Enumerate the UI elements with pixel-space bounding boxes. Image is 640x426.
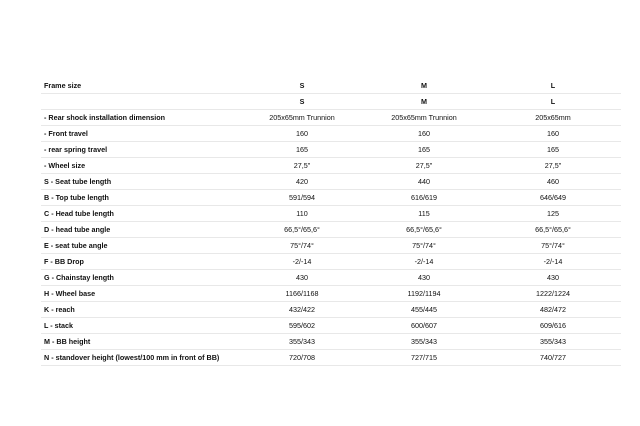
row-value-s: 420 bbox=[241, 174, 363, 190]
row-value-l: 66,5°/65,6° bbox=[485, 222, 621, 238]
row-value-m: 355/343 bbox=[363, 334, 485, 350]
row-label: L - stack bbox=[41, 318, 241, 334]
row-label: C - Head tube length bbox=[41, 206, 241, 222]
row-value-l: -2/-14 bbox=[485, 254, 621, 270]
row-value-l: 205x65mm bbox=[485, 110, 621, 126]
row-value-m: 115 bbox=[363, 206, 485, 222]
row-value-s: -2/-14 bbox=[241, 254, 363, 270]
row-label: - Rear shock installation dimension bbox=[41, 110, 241, 126]
header-label: Frame size bbox=[41, 78, 241, 94]
header-size-m: M bbox=[363, 78, 485, 94]
row-value-l: 1222/1224 bbox=[485, 286, 621, 302]
row-label: S - Seat tube length bbox=[41, 174, 241, 190]
table-row bbox=[41, 254, 621, 270]
row-label: - rear spring travel bbox=[41, 142, 241, 158]
table-row bbox=[41, 222, 621, 238]
row-value-s: 205x65mm Trunnion bbox=[241, 110, 363, 126]
row-value-l: 125 bbox=[485, 206, 621, 222]
row-value-l: 160 bbox=[485, 126, 621, 142]
subheader-row bbox=[41, 94, 621, 110]
table-row bbox=[41, 302, 621, 318]
row-value-m: 75°/74° bbox=[363, 238, 485, 254]
geometry-table-container bbox=[41, 78, 621, 366]
row-value-l: 740/727 bbox=[485, 350, 621, 366]
row-value-s: 66,5°/65,6° bbox=[241, 222, 363, 238]
header-size-s: S bbox=[241, 78, 363, 94]
row-value-m: 1192/1194 bbox=[363, 286, 485, 302]
row-value-l: 75°/74° bbox=[485, 238, 621, 254]
row-value-s: 591/594 bbox=[241, 190, 363, 206]
row-value-m: 455/445 bbox=[363, 302, 485, 318]
row-value-l: 165 bbox=[485, 142, 621, 158]
table-row bbox=[41, 126, 621, 142]
row-label: N - standover height (lowest/100 mm in front of BB) bbox=[41, 350, 241, 366]
row-value-l: 27,5" bbox=[485, 158, 621, 174]
row-value-m: 440 bbox=[363, 174, 485, 190]
row-value-m: 27,5" bbox=[363, 158, 485, 174]
row-value-m: 600/607 bbox=[363, 318, 485, 334]
subheader-size-m: M bbox=[363, 94, 485, 110]
row-value-m: 430 bbox=[363, 270, 485, 286]
row-value-s: 1166/1168 bbox=[241, 286, 363, 302]
row-value-s: 355/343 bbox=[241, 334, 363, 350]
row-label: M - BB height bbox=[41, 334, 241, 350]
row-value-m: 727/715 bbox=[363, 350, 485, 366]
row-label: F - BB Drop bbox=[41, 254, 241, 270]
header-row bbox=[41, 78, 621, 94]
row-value-l: 460 bbox=[485, 174, 621, 190]
table-row bbox=[41, 158, 621, 174]
row-label: - Wheel size bbox=[41, 158, 241, 174]
row-value-m: 165 bbox=[363, 142, 485, 158]
table-row bbox=[41, 318, 621, 334]
row-value-s: 432/422 bbox=[241, 302, 363, 318]
table-row bbox=[41, 190, 621, 206]
row-value-l: 430 bbox=[485, 270, 621, 286]
row-label: - Front travel bbox=[41, 126, 241, 142]
row-label: B - Top tube length bbox=[41, 190, 241, 206]
table-row bbox=[41, 174, 621, 190]
row-value-s: 27,5" bbox=[241, 158, 363, 174]
row-value-l: 482/472 bbox=[485, 302, 621, 318]
table-row bbox=[41, 206, 621, 222]
subheader-size-s: S bbox=[241, 94, 363, 110]
row-label: K - reach bbox=[41, 302, 241, 318]
row-value-m: -2/-14 bbox=[363, 254, 485, 270]
row-value-m: 66,5°/65,6° bbox=[363, 222, 485, 238]
row-value-s: 595/602 bbox=[241, 318, 363, 334]
row-label: G - Chainstay length bbox=[41, 270, 241, 286]
row-value-l: 355/343 bbox=[485, 334, 621, 350]
row-label: H - Wheel base bbox=[41, 286, 241, 302]
geometry-table-body bbox=[41, 78, 621, 366]
row-value-m: 160 bbox=[363, 126, 485, 142]
table-row bbox=[41, 142, 621, 158]
row-value-l: 646/649 bbox=[485, 190, 621, 206]
row-value-s: 720/708 bbox=[241, 350, 363, 366]
subheader-label bbox=[41, 94, 241, 110]
table-row bbox=[41, 110, 621, 126]
row-label: E - seat tube angle bbox=[41, 238, 241, 254]
table-row bbox=[41, 270, 621, 286]
row-value-s: 160 bbox=[241, 126, 363, 142]
geometry-table bbox=[41, 78, 621, 366]
row-value-s: 75°/74° bbox=[241, 238, 363, 254]
table-row bbox=[41, 334, 621, 350]
header-size-l: L bbox=[485, 78, 621, 94]
row-value-m: 616/619 bbox=[363, 190, 485, 206]
row-value-m: 205x65mm Trunnion bbox=[363, 110, 485, 126]
row-value-s: 110 bbox=[241, 206, 363, 222]
row-value-s: 165 bbox=[241, 142, 363, 158]
table-row bbox=[41, 350, 621, 366]
table-row bbox=[41, 286, 621, 302]
table-row bbox=[41, 238, 621, 254]
subheader-size-l: L bbox=[485, 94, 621, 110]
row-value-l: 609/616 bbox=[485, 318, 621, 334]
row-label: D - head tube angle bbox=[41, 222, 241, 238]
row-value-s: 430 bbox=[241, 270, 363, 286]
